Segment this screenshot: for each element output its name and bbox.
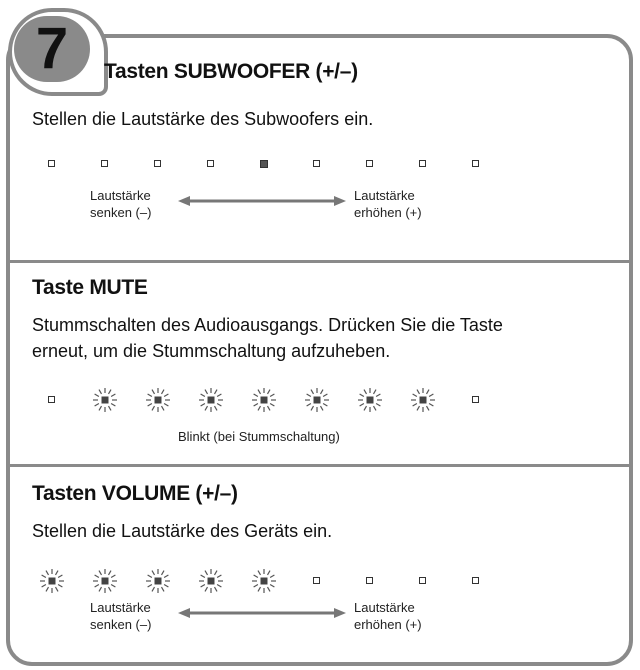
square-unlit-icon <box>48 160 55 167</box>
square-unlit-icon <box>207 160 214 167</box>
blinking-square-icon <box>39 568 65 594</box>
step-badge <box>14 16 90 82</box>
blinking-square-icon <box>92 387 118 413</box>
blinking-square-icon <box>145 387 171 413</box>
blinking-square-icon <box>304 387 330 413</box>
square-unlit-icon <box>419 160 426 167</box>
blinking-square-icon <box>198 568 224 594</box>
mute-description: Stummschalten des Audioausgangs. Drücken Sie die Taste erneut, um die Stummschaltung aufzuheben. <box>32 315 503 361</box>
square-unlit-icon <box>48 396 55 403</box>
volume-title: Tasten VOLUME (+/–) <box>32 482 238 505</box>
square-unlit-icon <box>366 577 373 584</box>
square-unlit-icon <box>472 577 479 584</box>
square-unlit-icon <box>366 160 373 167</box>
blinking-square-icon <box>357 387 383 413</box>
double-arrow-icon <box>178 608 346 618</box>
step-number: 7 <box>35 16 69 81</box>
subwoofer-increase-label: Lautstärke erhöhen (+) <box>354 188 422 220</box>
mute-title: Taste MUTE <box>32 276 148 299</box>
square-unlit-icon <box>154 160 161 167</box>
volume-increase-label: Lautstärke erhöhen (+) <box>354 600 422 632</box>
blinking-square-icon <box>92 568 118 594</box>
blinking-square-icon <box>410 387 436 413</box>
section-divider <box>6 464 633 467</box>
blinking-square-icon <box>251 568 277 594</box>
blinking-square-icon <box>145 568 171 594</box>
square-unlit-icon <box>472 160 479 167</box>
square-unlit-icon <box>472 396 479 403</box>
square-lit-icon <box>260 160 268 168</box>
square-unlit-icon <box>101 160 108 167</box>
subwoofer-decrease-label: Lautstärke senken (–) <box>90 188 152 220</box>
blinking-square-icon <box>251 387 277 413</box>
subwoofer-description: Stellen die Lautstärke des Subwoofers ein. <box>32 109 374 129</box>
square-unlit-icon <box>419 577 426 584</box>
blinking-square-icon <box>198 387 224 413</box>
volume-description: Stellen die Lautstärke des Geräts ein. <box>32 521 333 541</box>
section-divider <box>6 260 633 263</box>
square-unlit-icon <box>313 577 320 584</box>
square-unlit-icon <box>313 160 320 167</box>
mute-caption: Blinkt (bei Stummschaltung) <box>178 429 340 444</box>
subwoofer-title: Tasten SUBWOOFER (+/–) <box>104 60 358 83</box>
volume-decrease-label: Lautstärke senken (–) <box>90 600 152 632</box>
double-arrow-icon <box>178 196 346 206</box>
